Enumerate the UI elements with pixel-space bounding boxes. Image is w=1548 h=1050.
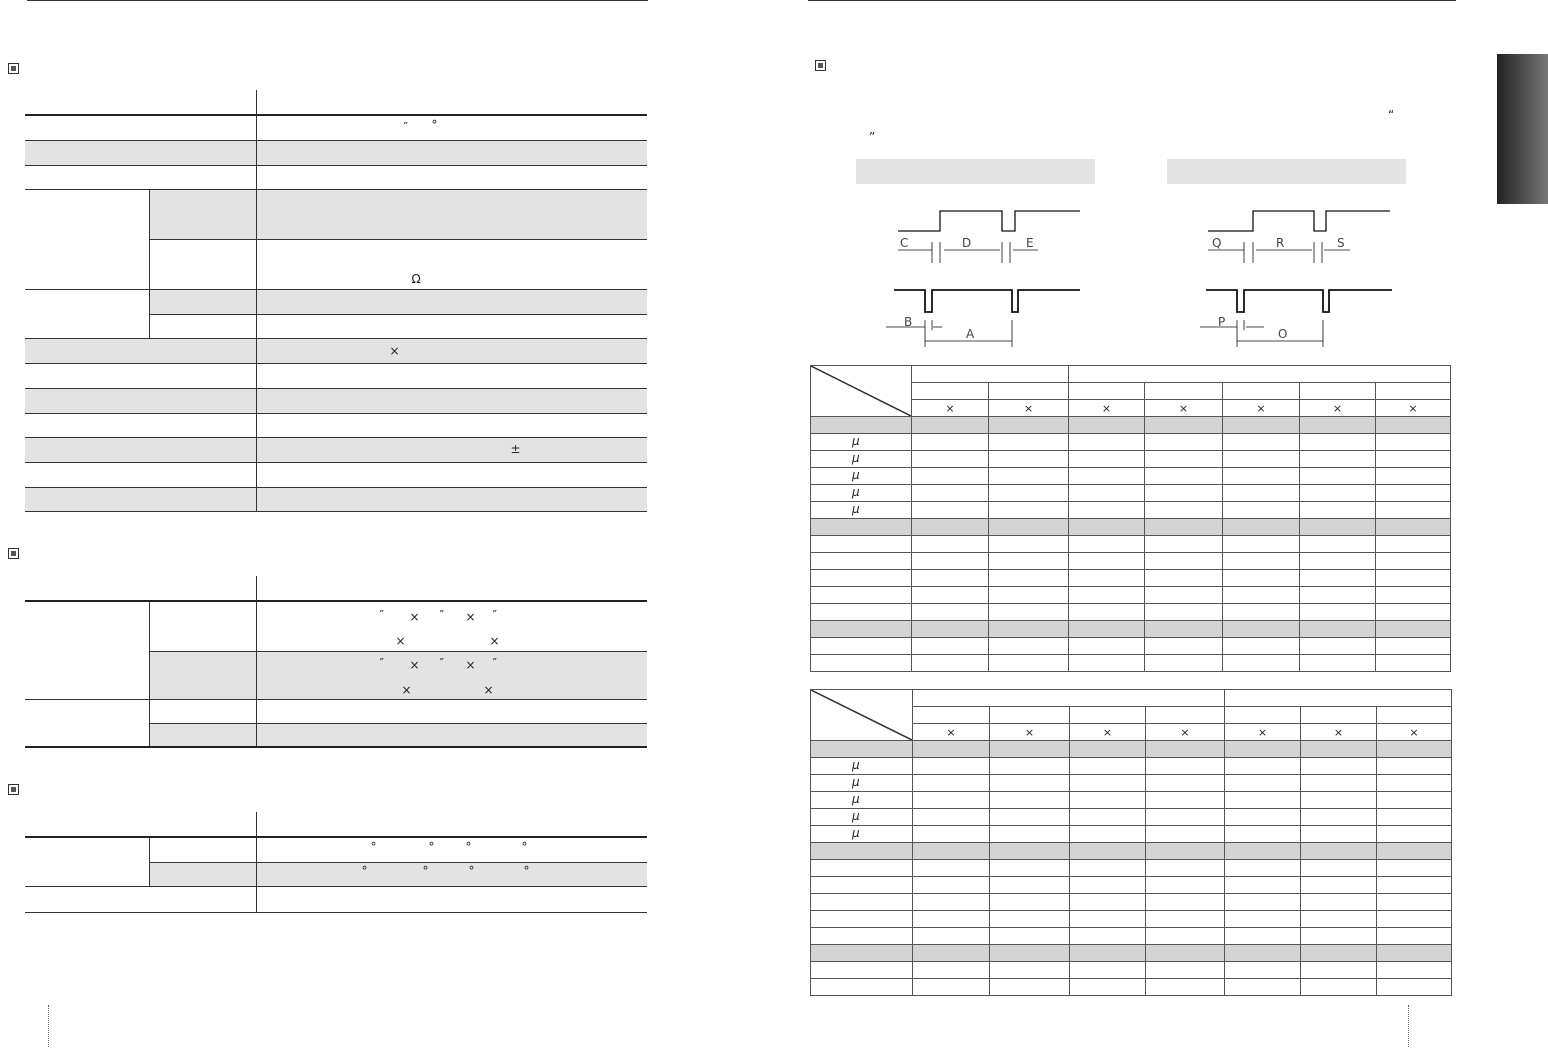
- section-marker-icon: [8, 784, 19, 795]
- times-symbol: ×: [1024, 725, 1035, 739]
- timing-row: [811, 587, 1451, 604]
- times-symbol: ×: [395, 634, 406, 648]
- spec-row: [25, 189, 647, 239]
- section-marker-icon: [815, 60, 826, 71]
- timing-label-a: A: [966, 327, 975, 341]
- diagonal-header-cell: [811, 366, 912, 417]
- spec-table-1: [25, 90, 647, 512]
- diagonal-header-cell: [811, 690, 913, 741]
- times-symbol: ×: [1102, 725, 1113, 739]
- spec-row: [25, 437, 647, 462]
- times-symbol: ×: [1409, 725, 1419, 739]
- micro-symbol: μ: [852, 485, 860, 499]
- timing-band-row: [811, 519, 1451, 536]
- spec-row: [25, 886, 647, 912]
- timing-row: [811, 979, 1452, 996]
- times-symbol: ×: [465, 610, 476, 624]
- spec-row: [25, 601, 647, 651]
- timing-label-c: C: [900, 236, 909, 250]
- quote-close-mark: ”: [869, 130, 876, 144]
- inch-symbol: ″: [379, 608, 384, 622]
- degree-symbol: °: [465, 840, 472, 854]
- plusminus-symbol: ±: [510, 441, 521, 456]
- spec-table-2: [25, 576, 647, 748]
- inch-symbol: ″: [439, 655, 444, 670]
- timing-row: [811, 928, 1452, 945]
- spec-table-3: [25, 812, 647, 913]
- times-symbol: ×: [409, 610, 420, 624]
- times-symbol: ×: [1101, 401, 1112, 415]
- micro-symbol: μ: [852, 468, 860, 482]
- spec-table-header-row: [25, 576, 647, 601]
- times-symbol: ×: [389, 343, 400, 358]
- spec-table-header-row: [25, 90, 647, 115]
- times-symbol: ×: [1333, 725, 1344, 739]
- spec-row: [25, 140, 647, 165]
- timing-label-q: Q: [1212, 236, 1222, 250]
- timing-label-p: P: [1218, 315, 1226, 329]
- degree-symbol: °: [523, 863, 530, 878]
- timing-row: [811, 604, 1451, 621]
- spec-row: [25, 837, 647, 862]
- timing-band-row: [811, 621, 1451, 638]
- micro-symbol: μ: [852, 758, 860, 772]
- times-symbol: ×: [489, 634, 500, 648]
- timing-row: [811, 536, 1451, 553]
- timing-label-b: B: [904, 315, 913, 329]
- micro-symbol: μ: [852, 502, 860, 516]
- timing-row: [811, 655, 1451, 672]
- spec-row: [25, 338, 647, 363]
- timing-row: [811, 502, 1451, 519]
- times-symbol: ×: [483, 682, 494, 697]
- diagram-heading-bar-left: [856, 159, 1095, 184]
- times-symbol: ×: [946, 725, 956, 739]
- timing-row: [811, 809, 1452, 826]
- spec-table-header-row: [25, 812, 647, 837]
- timing-header-row: [811, 366, 1451, 383]
- times-symbol: ×: [1178, 401, 1189, 415]
- timing-row: [811, 826, 1452, 843]
- section-marker-icon: [8, 63, 19, 74]
- header-rule-left: [27, 0, 648, 1]
- timing-band-row: [811, 741, 1452, 758]
- times-symbol: ×: [1257, 725, 1268, 739]
- timing-row: [811, 860, 1452, 877]
- spec-row: [25, 413, 647, 437]
- timing-label-r: R: [1276, 236, 1285, 250]
- times-symbol: ×: [1256, 401, 1266, 415]
- times-symbol: ×: [1023, 401, 1034, 415]
- timing-band-row: [811, 843, 1452, 860]
- micro-symbol: μ: [852, 826, 860, 840]
- footer-dotted-line: [1408, 1005, 1409, 1047]
- times-symbol: ×: [1180, 725, 1190, 739]
- spec-row: [25, 289, 647, 314]
- header-rule-right: [808, 0, 1456, 1]
- spec-row: [25, 115, 647, 140]
- diagram-heading-bar-right: [1167, 159, 1406, 184]
- micro-symbol: μ: [852, 809, 860, 823]
- times-symbol: ×: [401, 682, 412, 697]
- spec-row: [25, 462, 647, 487]
- times-symbol: ×: [409, 657, 420, 672]
- times-symbol: ×: [1332, 401, 1343, 415]
- spec-row: [25, 388, 647, 413]
- spec-row: [25, 699, 647, 723]
- degree-symbol: °: [361, 863, 368, 878]
- timing-row: [811, 434, 1451, 451]
- timing-row: [811, 468, 1451, 485]
- inch-symbol: ″: [492, 655, 497, 670]
- section-marker-icon: [8, 548, 19, 559]
- micro-symbol: μ: [852, 792, 860, 806]
- times-symbol: ×: [1408, 401, 1418, 415]
- inch-symbol: ″: [492, 608, 497, 622]
- degree-symbol: °: [428, 840, 435, 854]
- timing-band-row: [811, 945, 1452, 962]
- micro-symbol: μ: [852, 451, 860, 465]
- spec-row: [25, 165, 647, 189]
- timing-row: [811, 877, 1452, 894]
- degree-symbol: °: [422, 863, 429, 878]
- timing-row: [811, 570, 1451, 587]
- timing-row: [811, 638, 1451, 655]
- degree-symbol: °: [370, 840, 377, 854]
- side-index-tab: [1497, 54, 1548, 204]
- timing-table-1: [810, 365, 1451, 672]
- timing-row: [811, 451, 1451, 468]
- timing-label-s: S: [1337, 236, 1345, 250]
- spec-row: [25, 363, 647, 388]
- inch-symbol: ″: [403, 120, 408, 134]
- timing-row: [811, 792, 1452, 809]
- quote-open-mark: “: [1388, 108, 1395, 122]
- timing-row: [811, 758, 1452, 775]
- inch-symbol: ″: [439, 608, 444, 622]
- inch-symbol: ″: [379, 655, 384, 670]
- ohm-symbol: Ω: [411, 271, 421, 286]
- degree-symbol: °: [431, 118, 438, 132]
- times-symbol: ×: [465, 657, 476, 672]
- timing-row: [811, 911, 1452, 928]
- timing-row: [811, 553, 1451, 570]
- timing-header-row: [811, 690, 1452, 707]
- footer-dotted-line: [48, 1005, 49, 1047]
- degree-symbol: °: [468, 863, 475, 878]
- degree-symbol: °: [521, 840, 528, 854]
- times-symbol: ×: [945, 401, 955, 415]
- micro-symbol: μ: [852, 775, 860, 789]
- timing-label-d: D: [962, 236, 972, 250]
- spec-row: [25, 487, 647, 511]
- micro-symbol: μ: [852, 434, 860, 448]
- timing-table-2: [810, 689, 1452, 996]
- timing-band-row: [811, 417, 1451, 434]
- timing-row: [811, 485, 1451, 502]
- timing-row: [811, 894, 1452, 911]
- timing-row: [811, 775, 1452, 792]
- timing-row: [811, 962, 1452, 979]
- timing-label-o: O: [1278, 327, 1288, 341]
- timing-label-e: E: [1026, 236, 1034, 250]
